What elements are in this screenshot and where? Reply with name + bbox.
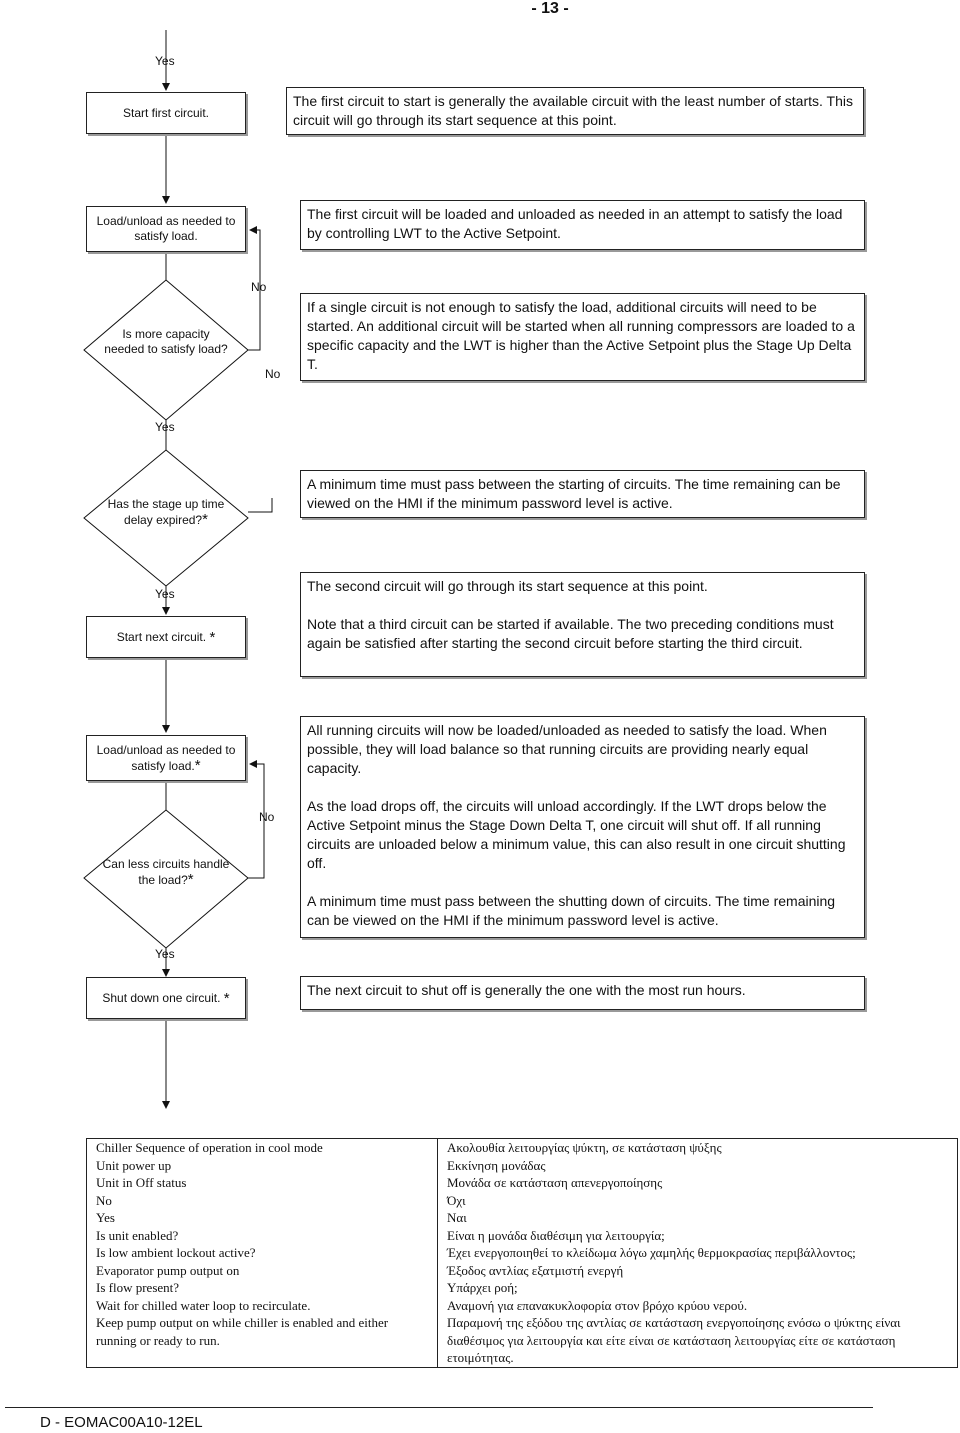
- english-term: Unit in Off status: [87, 1174, 438, 1192]
- table-row: [87, 1192, 958, 1210]
- greek-term: Είναι η μονάδα διαθέσιμη για λειτουργία;: [447, 1227, 665, 1243]
- note-load-unload-2-text: All running circuits will now be loaded/unloaded as needed to satisfy the load. When possible, they will load balance so that running circuits are providing nearly equal capacity.: [307, 722, 827, 776]
- english-term: No: [87, 1192, 438, 1210]
- table-row: [87, 1314, 958, 1367]
- more-capacity-line1: Is more capacity: [122, 327, 210, 341]
- load-unload-box-2: [86, 735, 246, 781]
- english-term: Yes: [87, 1209, 438, 1227]
- yes-label: Yes: [155, 587, 175, 601]
- greek-term: Εκκίνηση μονάδας: [447, 1157, 546, 1173]
- no-label: No: [251, 280, 267, 294]
- note-start-next: [300, 572, 865, 677]
- note-stage-up: [300, 470, 865, 518]
- greek-term: Ακολουθία λειτουργίας ψύκτη, σε κατάσταση ψύξης: [447, 1140, 722, 1155]
- note-stage-up-text: A minimum time must pass between the starting of circuits. The time remaining can be viewed on the HMI if the minimum password level is active.: [307, 476, 841, 511]
- note-load-unload-2: [300, 716, 865, 938]
- less-circuits-line2: the load?: [138, 873, 188, 887]
- asterisk: *: [202, 511, 208, 528]
- greek-term: Υπάρχει ροή;: [447, 1280, 518, 1295]
- start-next-circuit-box: [86, 616, 246, 658]
- less-circuits-line1: Can less circuits handle: [102, 857, 230, 871]
- english-term: Chiller Sequence of operation in cool mode: [87, 1139, 438, 1157]
- stage-up-line1: Has the stage up time: [107, 497, 225, 511]
- greek-term: Όχι: [447, 1192, 466, 1208]
- english-term: Evaporator pump output on: [87, 1262, 438, 1280]
- asterisk: *: [187, 871, 194, 888]
- table-row: [87, 1209, 958, 1227]
- load-unload-1-line2: satisfy load.: [134, 229, 198, 243]
- greek-term: Έχει ενεργοποιηθεί το κλείδωμα λόγω χαμηλής θερμοκρασίας περιβάλλοντος;: [447, 1245, 856, 1260]
- table-row: [87, 1297, 958, 1315]
- stage-up-line2: delay expired?: [124, 513, 203, 527]
- note-less-circuits-p2: A minimum time must pass between the shutting down of circuits. The time remaining can be viewed on the HMI if the minimum password level is active.: [307, 893, 836, 928]
- yes-label: Yes: [155, 420, 175, 434]
- table-row: [87, 1227, 958, 1245]
- table-row: [87, 1174, 958, 1192]
- english-term: Is low ambient lockout active?: [87, 1244, 438, 1262]
- greek-term: Αναμονή για επανακυκλοφορία στον βρόχο κρύου νερού.: [447, 1297, 748, 1313]
- note-less-circuits-p1: As the load drops off, the circuits will unload accordingly. If the LWT drops below the Active Setpoint minus the Stage Down Delta T, one circuit will shut off. If all running circuits are unloaded below a minimum value, this can also result in one circuit shutting off.: [307, 798, 846, 871]
- greek-term: Παραμονή της εξόδου της αντλίας σε κατάσταση ενεργοποίησης ενόσω ο ψύκτης είναι διαθέσιμος για λειτουργία και είτε είναι σε κατάσταση λειτουργίας είτε σε κατάσταση ετοιμότητας.: [447, 1315, 901, 1365]
- note-load-unload-1-text: The first circuit will be loaded and unloaded as needed in an attempt to satisfy the load by controlling LWT to the Active Setpoint.: [307, 206, 843, 241]
- note-start-next-p2: Note that a third circuit can be started if available. The two preceding conditions must again be satisfied after starting the second circuit before starting the third circuit.: [307, 616, 834, 651]
- more-capacity-question: [96, 327, 236, 357]
- note-start-first: [286, 87, 864, 135]
- english-term: Unit power up: [87, 1157, 438, 1175]
- asterisk: *: [194, 756, 201, 774]
- english-term: Is unit enabled?: [87, 1227, 438, 1245]
- page-number: - 13 -: [531, 0, 569, 17]
- english-term: Is flow present?: [87, 1279, 438, 1297]
- note-start-next-p1: The second circuit will go through its start sequence at this point.: [307, 578, 708, 594]
- stage-up-question: [96, 497, 236, 528]
- yes-label: Yes: [155, 947, 175, 961]
- translation-table: [86, 1138, 958, 1368]
- note-start-first-text: The first circuit to start is generally the available circuit with the least number of starts. This circuit will go through its start sequence at this point.: [293, 93, 853, 128]
- footer-divider: [5, 1407, 873, 1408]
- more-capacity-line2: needed to satisfy load?: [104, 342, 228, 356]
- start-first-circuit-box: [86, 92, 246, 134]
- shut-down-circuit-box: [86, 977, 246, 1019]
- english-term: Wait for chilled water loop to recirculate.: [87, 1297, 438, 1315]
- greek-term: Έξοδος αντλίας εξατμιστή ενεργή: [447, 1262, 624, 1278]
- table-row: [87, 1139, 958, 1157]
- table-row: [87, 1262, 958, 1280]
- start-first-circuit-text: Start first circuit.: [122, 105, 209, 120]
- less-circuits-question: [96, 857, 236, 888]
- english-term: Keep pump output on while chiller is enabled and either running or ready to run.: [87, 1314, 438, 1367]
- note-more-capacity-text: If a single circuit is not enough to satisfy the load, additional circuits will need to be started. An additional circuit will be started when all running compressors are loaded to a specific capacity and the LWT is higher than the Active Setpoint plus the Stage Up Delta T.: [307, 299, 855, 372]
- load-unload-1-line1: Load/unload as needed to: [96, 214, 236, 228]
- asterisk: *: [209, 628, 216, 646]
- yes-label: Yes: [155, 54, 175, 68]
- note-load-unload-1: [300, 200, 865, 250]
- no-label: No: [259, 810, 275, 824]
- greek-term: Ναι: [447, 1210, 467, 1225]
- footer-doc-code: D - EOMAC00A10-12EL: [40, 1414, 203, 1431]
- start-next-circuit-text: Start next circuit.: [116, 629, 207, 644]
- load-unload-2-line1: Load/unload as needed to: [96, 742, 236, 757]
- note-more-capacity: [300, 293, 865, 381]
- table-row: [87, 1157, 958, 1175]
- load-unload-box-1: [86, 206, 246, 252]
- shut-down-circuit-text: Shut down one circuit.: [102, 990, 221, 1005]
- greek-term: Μονάδα σε κατάσταση απενεργοποίησης: [447, 1175, 663, 1190]
- no-label: No: [265, 367, 281, 381]
- asterisk: *: [223, 989, 230, 1007]
- note-shut-down: [300, 976, 865, 1010]
- load-unload-2-line2: satisfy load.: [131, 758, 195, 773]
- note-shut-down-text: The next circuit to shut off is generally the one with the most run hours.: [307, 982, 746, 998]
- table-row: [87, 1279, 958, 1297]
- table-row: [87, 1244, 958, 1262]
